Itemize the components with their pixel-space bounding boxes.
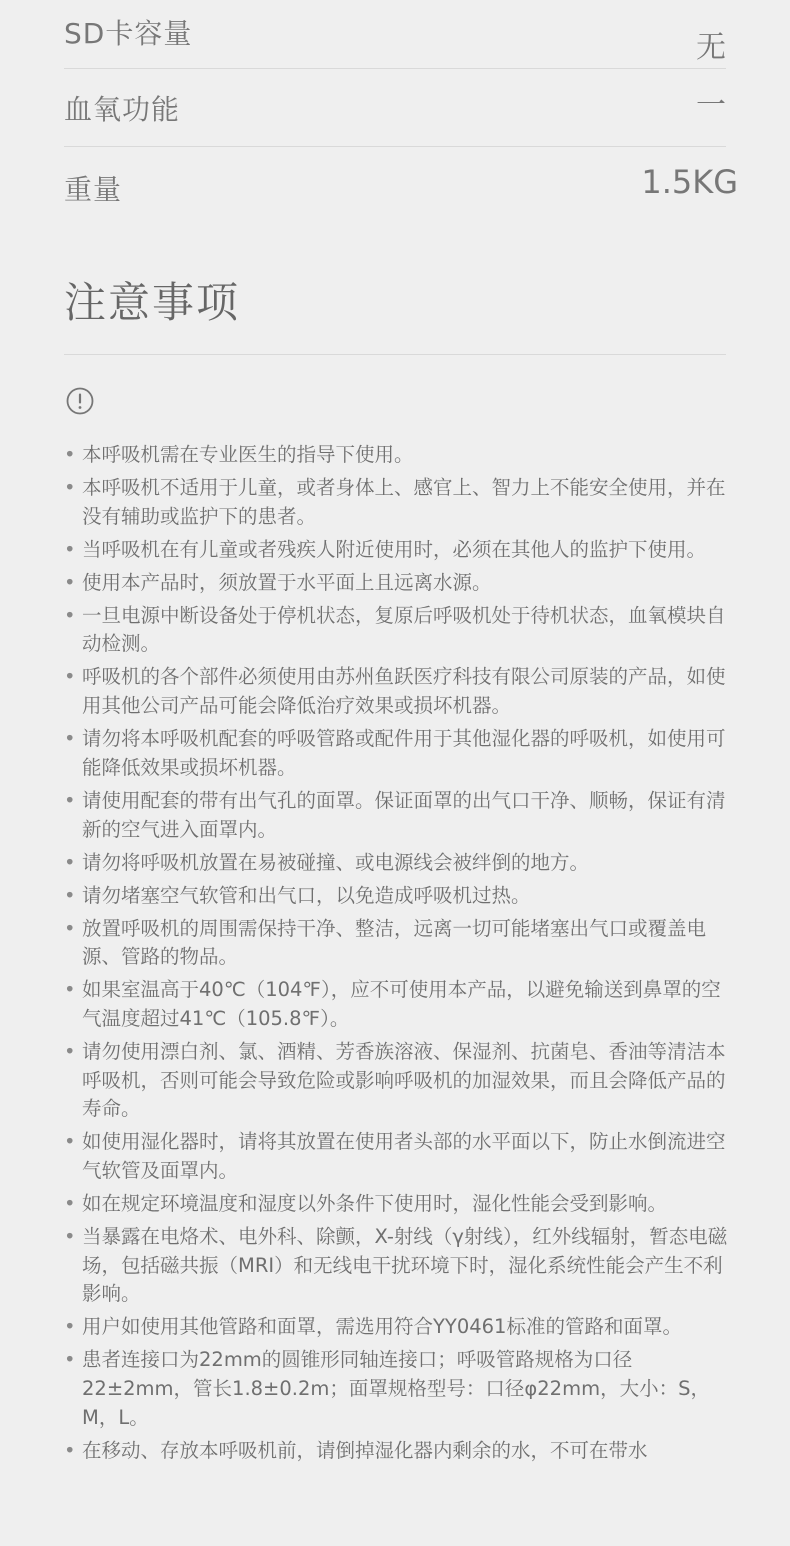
notice-item: • 请勿使用漂白剂、氯、酒精、芳香族溶液、保湿剂、抗菌皂、香油等清洁本呼吸机，否则可能会导致危险或影响呼吸机的加湿效果，而且会降低产品的寿命。 <box>64 1038 740 1124</box>
notice-item: • 呼吸机的各个部件必须使用由苏州鱼跃医疗科技有限公司原装的产品，如使用其他公司产品可能会降低治疗效果或损坏机器。 <box>64 663 740 720</box>
notice-item: • 当暴露在电烙术、电外科、除颤，X-射线（γ射线），红外线辐射，暂态电磁场，包括磁共振（MRI）和无线电干扰环境下时，湿化系统性能会产生不利影响。 <box>64 1223 740 1309</box>
section-title: 注意事项 <box>64 278 241 327</box>
notice-item: • 放置呼吸机的周围需保持干净、整洁，远离一切可能堵塞出气口或覆盖电源、管路的物品。 <box>64 915 740 972</box>
notice-item: • 使用本产品时，须放置于水平面上且远离水源。 <box>64 569 740 598</box>
notice-item: • 用户如使用其他管路和面罩，需选用符合YY0461标准的管路和面罩。 <box>64 1313 740 1342</box>
notice-item: • 如使用湿化器时，请将其放置在使用者头部的水平面以下，防止水倒流进空气软管及面罩内。 <box>64 1128 740 1185</box>
notice-item: • 一旦电源中断设备处于停机状态，复原后呼吸机处于待机状态，血氧模块自动检测。 <box>64 602 740 659</box>
spec-row-weight <box>64 163 738 206</box>
spec-label: 重量 <box>64 173 123 206</box>
notice-item: • 请勿堵塞空气软管和出气口，以免造成呼吸机过热。 <box>64 882 740 911</box>
spec-row-blood-oxygen <box>64 88 726 128</box>
spec-value: 一 <box>696 88 726 123</box>
notice-item: • 请勿将呼吸机放置在易被碰撞、或电源线会被绊倒的地方。 <box>64 849 740 878</box>
spec-row-sd-card <box>64 12 726 65</box>
notice-item: • 患者连接口为22mm的圆锥形同轴连接口；呼吸管路规格为口径22±2mm，管长1.8±0.2m；面罩规格型号：口径φ22mm，大小：S，M，L。 <box>64 1346 740 1432</box>
divider <box>64 146 726 147</box>
notice-item: • 本呼吸机需在专业医生的指导下使用。 <box>64 441 740 470</box>
notice-item: • 在移动、存放本呼吸机前，请倒掉湿化器内剩余的水，不可在带水 <box>64 1437 740 1466</box>
divider <box>64 68 726 69</box>
spec-label: 血氧功能 <box>64 93 181 126</box>
notice-item: • 如在规定环境温度和湿度以外条件下使用时，湿化性能会受到影响。 <box>64 1190 740 1219</box>
spec-value: 无 <box>696 30 726 65</box>
exclamation-circle-icon <box>66 387 94 415</box>
divider <box>64 354 726 355</box>
notice-item: • 如果室温高于40℃（104℉），应不可使用本产品，以避免输送到鼻罩的空气温度超过41℃（105.8℉）。 <box>64 976 740 1033</box>
notice-item: • 请勿将本呼吸机配套的呼吸管路或配件用于其他湿化器的呼吸机，如使用可能降低效果或损坏机器。 <box>64 725 740 782</box>
notice-list <box>64 441 740 1470</box>
notice-item: • 请使用配套的带有出气孔的面罩。保证面罩的出气口干净、顺畅，保证有清新的空气进入面罩内。 <box>64 787 740 844</box>
notice-item: • 本呼吸机不适用于儿童，或者身体上、感官上、智力上不能安全使用，并在没有辅助或监护下的患者。 <box>64 474 740 531</box>
notice-item: • 当呼吸机在有儿童或者残疾人附近使用时，必须在其他人的监护下使用。 <box>64 536 740 565</box>
spec-label: SD卡容量 <box>64 17 193 50</box>
spec-value: 1.5KG <box>641 163 738 201</box>
